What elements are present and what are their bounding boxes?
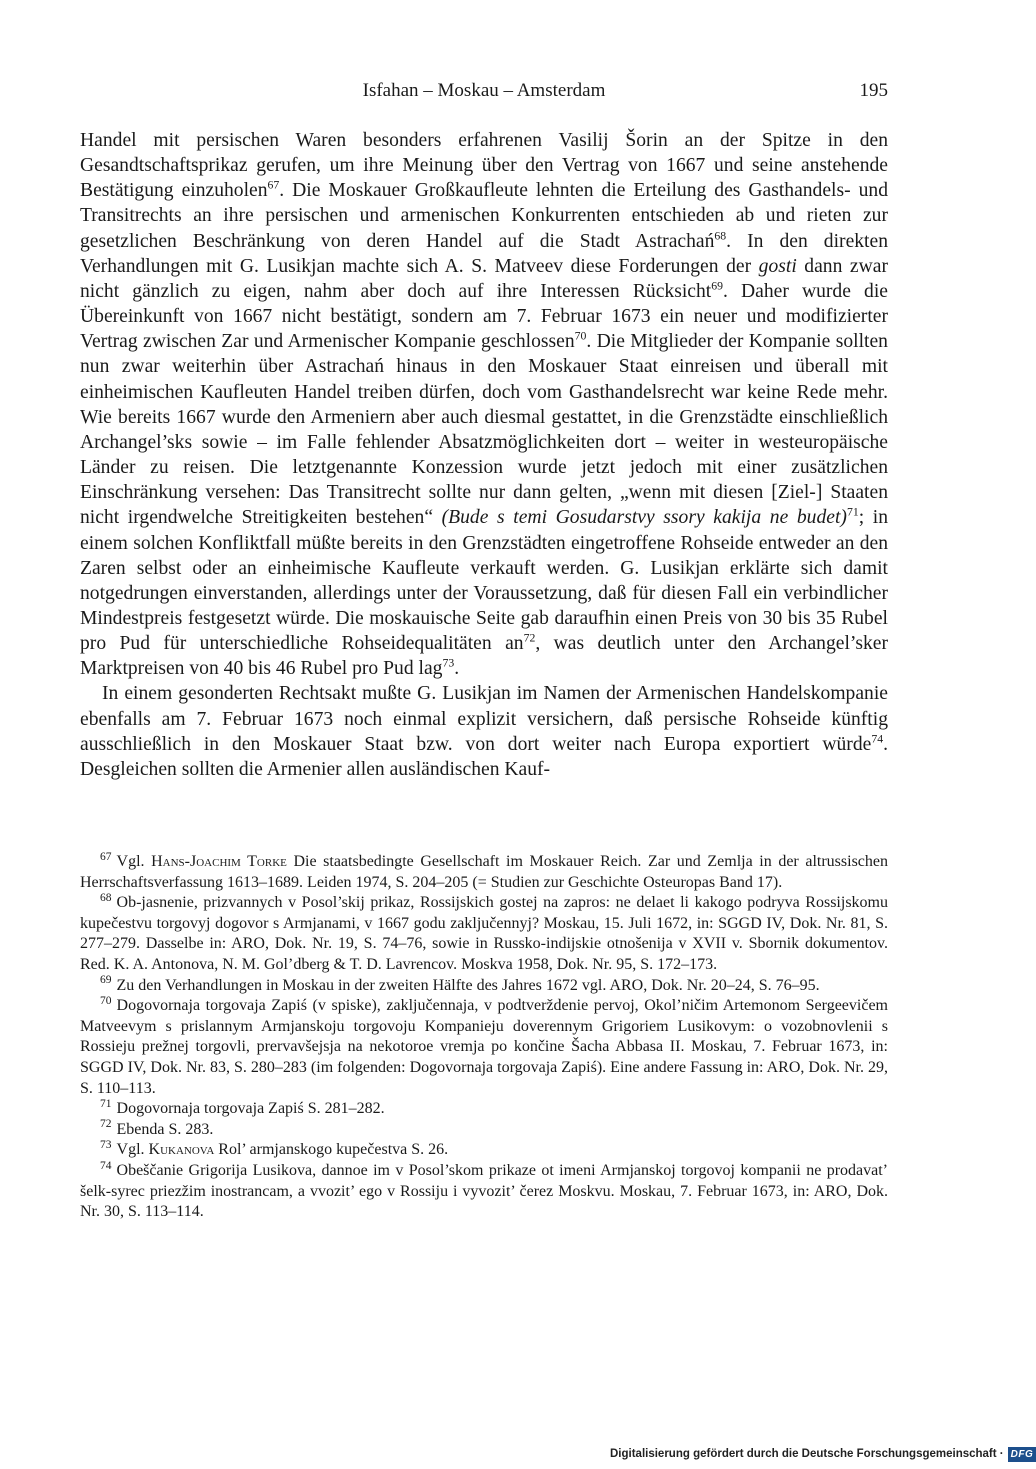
author-name: Kukanova [148, 1141, 215, 1159]
text-run: . Die Moskauer Großkaufleute lehnten die Erteilung des Gasthandels- und Transitrechts an ihre persischen und armenischen Konkurrenten entschieden ab und rieten zur gesetzlichen Beschränkung von deren Handel auf die Stadt Astrachań [80, 180, 889, 252]
footnote [80, 1140, 888, 1161]
footnote [80, 976, 888, 997]
footnote [80, 1099, 888, 1120]
footnote-number: 74 [100, 1159, 112, 1172]
text-run: Dogovornaja torgovaja Zapiś S. 281–282. [116, 1100, 385, 1118]
footnote [80, 893, 888, 975]
text-run: In einem gesonderten Rechtsakt mußte G. Lusikjan im Namen der Armenischen Handelskompanie ebenfalls am 7. Februar 1673 noch einmal explizit versichern, daß persische Rohseide künftig ausschließlich in den Moskauer Staat bzw. von dort weiter nach Europa exportiert würde [80, 683, 888, 755]
footnote-reference: 70 [574, 329, 587, 343]
footnote-number: 67 [100, 850, 112, 863]
text-run: Vgl. [116, 1141, 149, 1159]
footnotes [80, 852, 888, 1223]
footnote [80, 1161, 888, 1223]
footnote-number: 68 [100, 891, 112, 904]
footnote-number: 73 [100, 1138, 112, 1151]
dfg-logo-icon: DFG [1008, 1447, 1036, 1462]
text-run: Die staatsbedingte Gesellschaft im Moskauer Reich. Zar und Zemlja in der altrussischen Herrschaftsverfassung 1613–1689. Leiden 1974, S. 204–205 (= Studien zur Geschichte Osteuropas Band 17). [80, 853, 888, 891]
text-run: ; in einem solchen Konfliktfall müßte bereits in den Grenzstädten eingetroffene Rohseide entweder an den Zaren selbst oder an einheimische Kaufleute verkauft werden. G. Lusikjan erklärte sich damit notgedrungen einverstanden, allerdings unter der Voraussetzung, daß für diesen Fall ein verbindlicher Mindestpreis festgesetzt würde. Die moskauische Seite gab daraufhin einen Preis von 30 bis 35 Rubel pro Pud für unterschiedliche Rohseidequalitäten an [80, 507, 889, 655]
text-run: . In den direkten Verhandlungen mit G. Lusikjan machte sich A. S. Matveev diese Forderungen der [80, 230, 888, 277]
author-name: Hans-Joachim Torke [151, 853, 287, 870]
body-paragraph [80, 681, 888, 782]
credit-text: Digitalisierung gefördert durch die Deutsche Forschungsgemeinschaft [610, 1448, 997, 1460]
running-head [80, 78, 888, 104]
text-run: Handel mit persischen Waren besonders erfahrenen Vasilij Šorin an der Spitze in den Gesandtschaftsprikaz gerufen, um ihre Meinung über den Vertrag von 1667 und seine anstehende Bestätigung einzuholen [80, 130, 888, 202]
text-run: Ob-jasnenie, prizvannych v Posol’skij prikaz, Rossijskich gostej na zapros: ne delaet li kakogo podryva Rossijskomu kupečestvu torgovyj dogovor s Armjanami, v 1667 godu zaključennyj? Moskau, 15. Juli 1672, in: SGGD IV, Dok. Nr. 81, S. 277–279. Dasselbe in: ARO, Dok. Nr. 19, S. 74–76, sowie in Russko-indijskie otnošenija v XVII v. Sbornik dokumentov. Red. K. A. Antonova, N. M. Gol’dberg & T. D. Lavrencov. Moskva 1958, Dok. Nr. 95, S. 172–173. [80, 894, 888, 973]
footnote [80, 1120, 888, 1141]
body-text [80, 128, 888, 782]
text-run: , was deutlich unter den Archangel’sker Marktpreisen von 40 bis 46 Rubel pro Pud lag [80, 633, 888, 680]
footnote-number: 72 [100, 1118, 112, 1131]
footnote [80, 996, 888, 1099]
footnote-reference: 71 [846, 505, 859, 519]
footnote-reference: 69 [711, 279, 723, 293]
footnote-reference: 74 [871, 732, 884, 746]
text-run: dann zwar nicht gänzlich zu eigen, nahm aber doch auf ihre Interessen Rücksicht [80, 255, 888, 302]
text-run: Dogovornaja torgovaja Zapiś (v spiske), zaključennaja, v podtverždenie pervoj, Okol’ničim Artemonom Sergeevičem Matveevym s prislannym Armjanskoju torgovoju Kompanieju doverennym Grigoriem Lusikovym: o vozobnovlenii s Rossieju prežnej torgovli, prervavšejsja na nekotoroe vremja po končine Šacha Abbasa II. Moskau, 7. Februar 1673, in: SGGD IV, Dok. Nr. 83, S. 280–283 (im folgenden: Dogovornaja torgovaja Zapiś). Eine andere Fassung in: ARO, Dok. Nr. 29, S. 110–113. [80, 997, 888, 1097]
italic-phrase: (Bude s temi Gosudarstvy ssory kakija ne budet) [441, 507, 847, 529]
text-run: Vgl. [116, 853, 152, 870]
footnote-number: 70 [100, 994, 112, 1007]
text-run: Ebenda S. 283. [116, 1120, 214, 1138]
footnote-reference: 68 [714, 229, 727, 243]
digitization-credit [610, 1445, 1036, 1463]
footnote-reference: 73 [442, 656, 455, 670]
italic-phrase: gosti [758, 255, 797, 277]
body-paragraph [80, 128, 888, 681]
footnote-number: 69 [100, 974, 112, 987]
running-title: Isfahan – Moskau – Amsterdam [362, 80, 606, 101]
text-run: . Daher wurde die Übereinkunft von 1667 nicht bestätigt, sondern am 7. Februar 1673 ein neuer und modifizierter Vertrag zwischen Zar und Armenischer Kompanie geschlossen [80, 280, 888, 353]
text-run: . Desgleichen sollten die Armenier allen ausländischen Kauf- [80, 733, 888, 780]
text-run: Rol’ armjanskogo kupečestva S. 26. [214, 1141, 449, 1159]
text-run: . Die Mitglieder der Kompanie sollten nun zwar weiterhin über Astrachań hinaus in den Moskauer Staat einreisen und überall mit einheimischen Kaufleuten Handel treiben dürfen, doch vom Gasthandelsrecht war keine Rede mehr. Wie bereits 1667 wurde den Armeniern aber auch diesmal gestattet, in die Grenzstädte einschließlich Archangel’sks sowie – im Falle fehlender Absatzmöglichkeiten dort – weiter in westeuropäische Länder zu reisen. Die letztgenannte Konzession wurde jetzt jedoch mit einer zusätzlichen Einschränkung versehen: Das Transitrecht sollte nur dann gelten, „wenn mit diesen [Ziel-] Staaten nicht irgendwelche Streitigkeiten bestehen“ [80, 331, 888, 529]
text-run: Zu den Verhandlungen in Moskau in der zweiten Hälfte des Jahres 1672 vgl. ARO, Dok. Nr. 20–24, S. 76–95. [116, 976, 820, 994]
footnote-reference: 67 [267, 178, 280, 192]
footnote-reference: 72 [523, 631, 536, 645]
footnote [80, 852, 888, 893]
text-run: . [454, 658, 460, 680]
text-run: Obeščanie Grigorija Lusikova, dannoe im v Posol’skom prikaze ot imeni Armjanskoj torgovoj kompanii ne prodavat’ šelk-syrec priezžim inostrancam, a vvozit’ ego v Rossiju i vyvozit’ čerez Moskvu. Moskau, 7. Februar 1673, in: ARO, Dok. Nr. 30, S. 113–114. [80, 1161, 888, 1221]
page-number: 195 [859, 80, 888, 101]
credit-separator: · [996, 1448, 1004, 1460]
footnote-number: 71 [100, 1097, 112, 1110]
